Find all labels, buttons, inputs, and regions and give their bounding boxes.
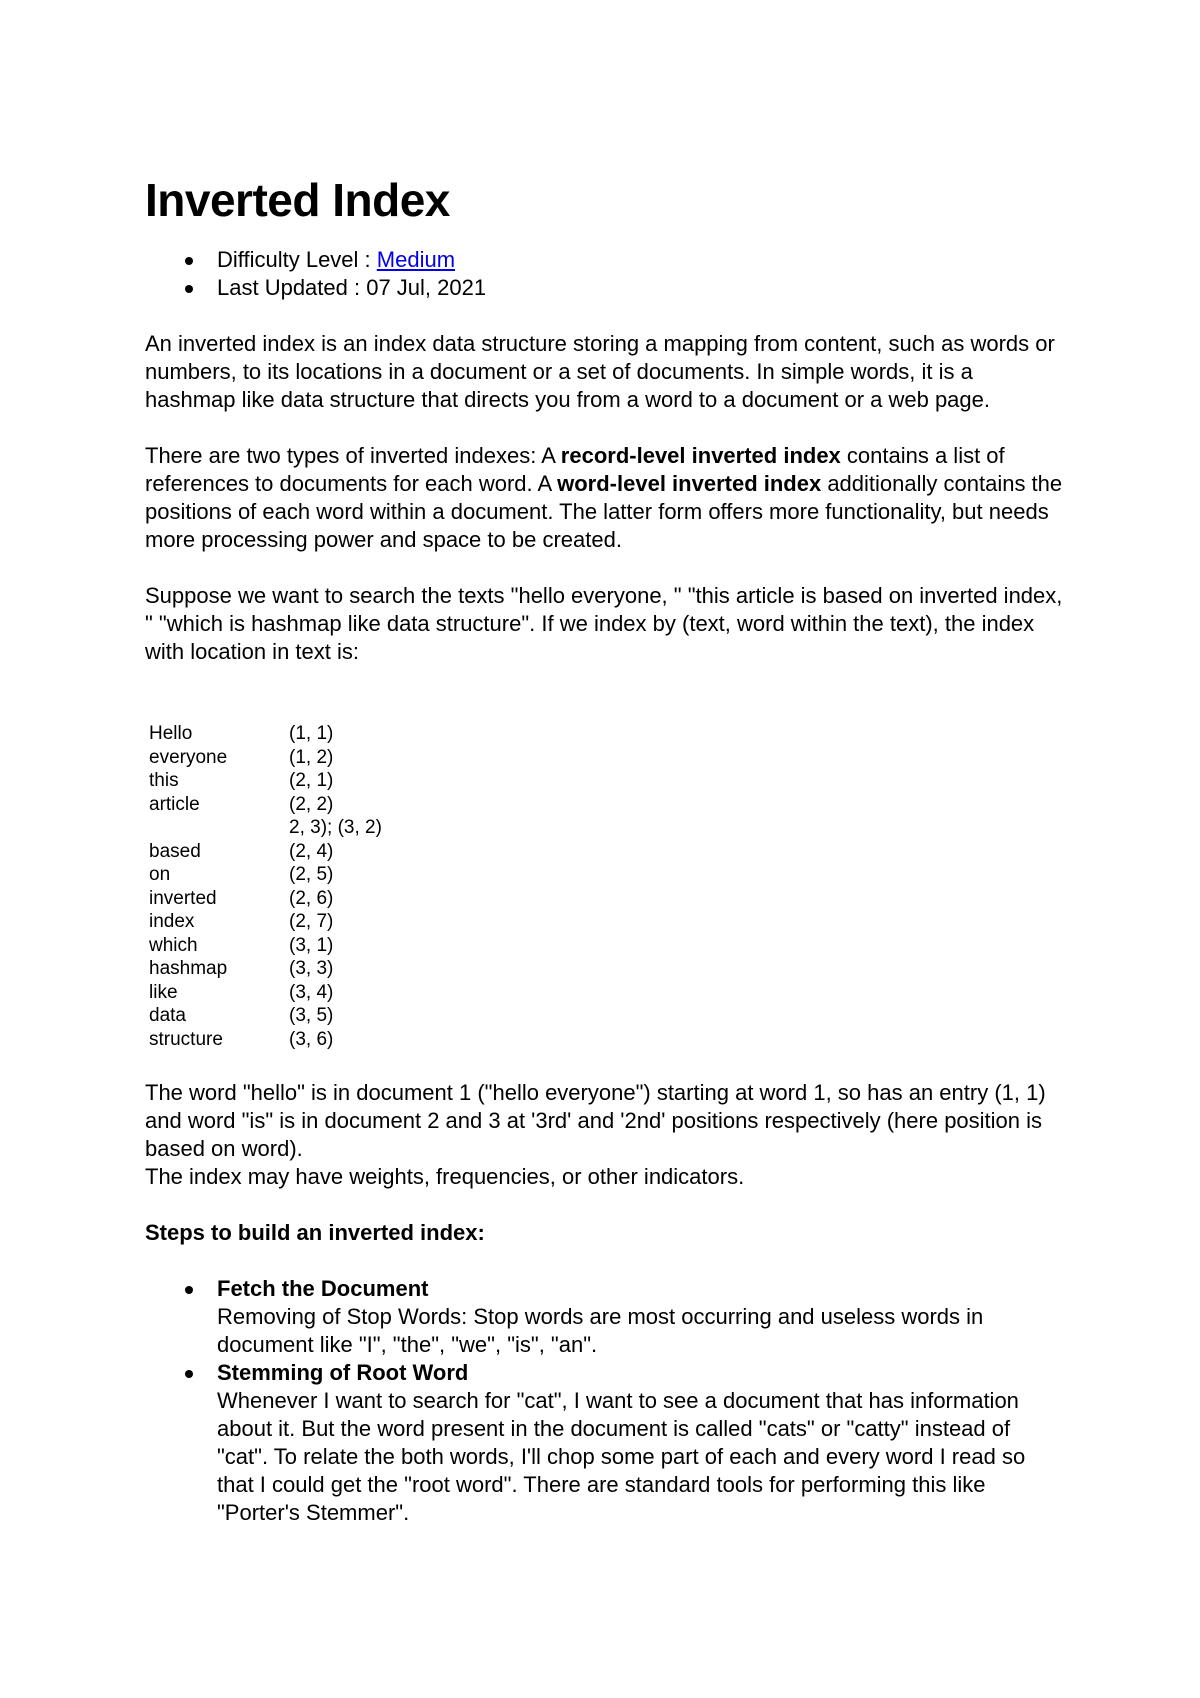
example-paragraph: Suppose we want to search the texts "hello everyone, " "this article is based on inverted index, " "which is hashmap like data structure". If we index by (text, word within the text), the index with location in text is: [145, 583, 1063, 664]
explanation-paragraph [145, 1079, 1065, 1191]
index-row [149, 910, 382, 934]
index-row [149, 722, 382, 746]
index-row [149, 840, 382, 864]
index-row [149, 1004, 382, 1028]
bullet-icon [185, 285, 193, 293]
index-word: index [149, 911, 195, 932]
index-word [149, 816, 289, 840]
index-word: data [149, 1005, 186, 1026]
record-level-term: record-level inverted index [560, 443, 841, 468]
index-word: article [149, 793, 200, 815]
difficulty-label: Difficulty Level : [217, 247, 377, 272]
index-location: (2, 7) [289, 911, 334, 932]
types-text-2: contains a list of references to documents for each word. A [145, 443, 1005, 496]
index-word: like [149, 981, 178, 1003]
index-location: (3, 6) [289, 1028, 334, 1050]
index-word: everyone [149, 746, 228, 768]
index-row [149, 887, 382, 911]
index-location: (2, 1) [289, 770, 334, 791]
index-word: this [149, 770, 179, 791]
index-location: (2, 2) [289, 793, 334, 815]
document-page [145, 168, 1065, 1527]
index-location: (2, 5) [289, 864, 334, 885]
index-location: (3, 5) [289, 1005, 334, 1026]
step-item [145, 1275, 1065, 1359]
last-updated-item [145, 274, 1065, 302]
explanation-text: The word "hello" is in document 1 ("hello everyone") starting at word 1, so has an entry (1, 1) and word "is" is in document 2 and 3 at '3rd' and '2nd' positions respectively (here position is based on word). [145, 1080, 1046, 1161]
index-row [149, 957, 382, 981]
index-word: on [149, 864, 171, 885]
index-row [149, 863, 382, 887]
index-row [149, 746, 382, 770]
index-word: hashmap [149, 958, 228, 979]
index-word: inverted [149, 887, 217, 909]
step-description: Removing of Stop Words: Stop words are most occurring and useless words in document like "I", "the", "we", "is", "an". [217, 1304, 984, 1357]
index-word: structure [149, 1028, 223, 1050]
last-updated-text: Last Updated : 07 Jul, 2021 [217, 275, 487, 300]
difficulty-link[interactable]: Medium [376, 247, 456, 272]
step-description: Whenever I want to search for "cat", I want to see a document that has information about it. But the word present in the document is called "cats" or "catty" instead of "cat". To relate the both words, I'll chop some part of each and every word I read so that I could get the "root word". There are standard tools for performing this like "Porter's Stemmer". [217, 1388, 1026, 1525]
index-location: (2, 6) [289, 887, 334, 909]
steps-heading: Steps to build an inverted index: [145, 1220, 485, 1245]
index-location: (3, 3) [289, 958, 334, 979]
index-row [149, 1028, 382, 1052]
page-title: Inverted Index [145, 174, 450, 226]
index-row [149, 769, 382, 793]
intro-paragraph: An inverted index is an index data structure storing a mapping from content, such as words or numbers, to its locations in a document or a set of documents. In simple words, it is a hashmap like data structure that directs you from a word to a document or a web page. [145, 331, 1055, 412]
step-title: Fetch the Document [217, 1276, 429, 1301]
difficulty-item [145, 246, 1065, 274]
index-row [149, 816, 382, 840]
index-location: (3, 4) [289, 981, 334, 1003]
bullet-icon [185, 257, 193, 265]
steps-list [145, 1275, 1065, 1527]
index-row [149, 793, 382, 817]
word-level-term: word-level inverted index [557, 471, 822, 496]
index-word: Hello [149, 723, 193, 744]
step-title: Stemming of Root Word [217, 1360, 469, 1385]
index-location: (3, 1) [289, 934, 334, 956]
types-text-3: additionally contains the positions of each word within a document. The latter form offers more functionality, but needs more processing power and space to be created. [145, 471, 1063, 552]
index-row [149, 981, 382, 1005]
types-text-1: There are two types of inverted indexes: A [145, 443, 561, 468]
types-paragraph [145, 442, 1065, 554]
step-item [145, 1359, 1065, 1527]
weights-text: The index may have weights, frequencies, or other indicators. [145, 1164, 745, 1189]
index-location: (2, 4) [289, 840, 334, 862]
index-word: based [149, 840, 201, 862]
index-word: which [149, 934, 198, 956]
index-location: (1, 2) [289, 746, 334, 768]
bullet-icon [185, 1286, 193, 1294]
index-location: (1, 1) [289, 723, 334, 744]
index-location: 2, 3); (3, 2) [289, 817, 382, 838]
meta-list [145, 246, 1065, 302]
index-row [149, 934, 382, 958]
index-table [149, 722, 382, 1051]
bullet-icon [185, 1370, 193, 1378]
